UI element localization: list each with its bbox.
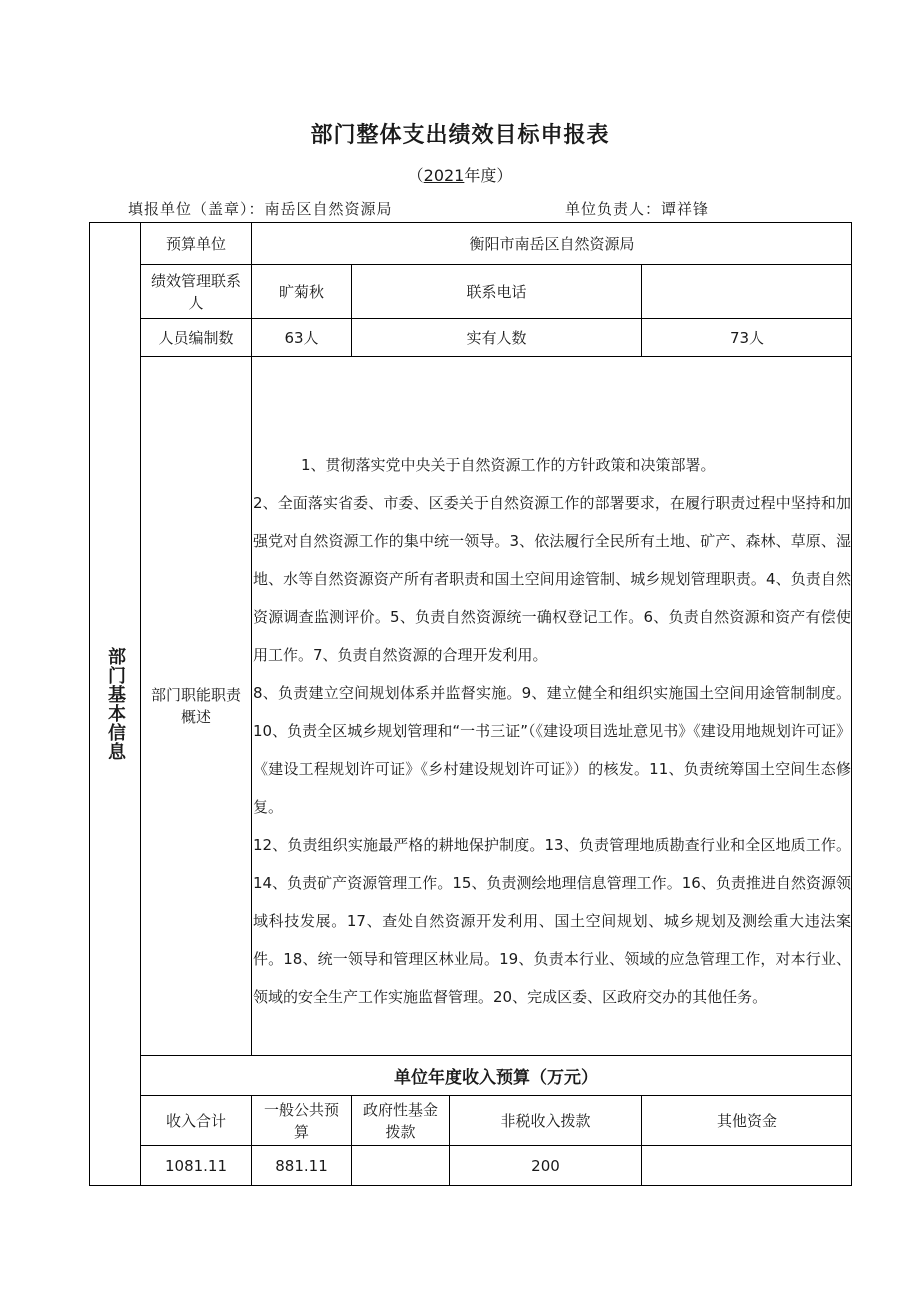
contact-value: 旷菊秋	[278, 282, 324, 301]
duty-paragraph: 12、负责组织实施最严格的耕地保护制度。13、负责管理地质勘查行业和全区地质工作。14、负责矿产资源管理工作。15、负责测绘地理信息管理工作。16、负责推进自然资源领域科技发展。17、查处自然资源开发利用、国土空间规划、城乡规划及测绘重大违法案件。18、统一领导和管理区林业局。19、负责本行业、领域的应急管理工作，对本行业、领域的安全生产工作实施监督管理。20、完成区委、区政府交办的其他任务。	[253, 836, 851, 1006]
contact-label: 绩效管理联系人	[150, 271, 241, 312]
duties-label: 部门职能职责概述	[150, 686, 241, 726]
form-title: 部门整体支出绩效目标申报表	[310, 123, 610, 148]
income-value: 200	[531, 1156, 560, 1175]
duty-paragraph: 8、负责建立空间规划体系并监督实施。9、建立健全和组织实施国土空间用途管制制度。10、负责全区城乡规划管理和“一书三证”（《建设项目选址意见书》《建设用地规划许可证》《建设工程规划许可证》《乡村建设规划许可证》）的核发。11、负责统筹国土空间生态修复。	[253, 684, 851, 816]
income-value	[352, 1146, 449, 1185]
phone-label: 联系电话	[466, 282, 527, 301]
side-label: 部门基本信息	[105, 647, 126, 761]
budget-unit-label: 预算单位	[165, 234, 226, 253]
income-value: 881.11	[275, 1156, 328, 1175]
duty-paragraph: 1、贯彻落实党中央关于自然资源工作的方针政策和决策部署。	[301, 456, 716, 474]
actual-staff-label: 实有人数	[466, 328, 527, 347]
income-heading: 单位年度收入预算（万元）	[394, 1067, 598, 1088]
unit-leader: 单位负责人：谭祥锋	[565, 200, 710, 218]
income-header: 非税收入拨款	[500, 1111, 591, 1130]
duty-paragraph: 2、全面落实省委、市委、区委关于自然资源工作的部署要求，在履行职责过程中坚持和加强党对自然资源工作的集中统一领导。3、依法履行全民所有土地、矿产、森林、草原、湿地、水等自然资源资产所有者职责和国土空间用途管制、城乡规划管理职责。4、负责自然资源调查监测评价。5、负责自然资源统一确权登记工作。6、负责自然资源和资产有偿使用工作。7、负责自然资源的合理开发利用。	[253, 494, 851, 664]
staff-quota-label: 人员编制数	[158, 328, 234, 347]
income-header: 收入合计	[165, 1111, 226, 1130]
form-year: （2021年度）	[407, 166, 513, 185]
budget-unit-value: 衡阳市南岳区自然资源局	[469, 234, 635, 253]
income-header: 一般公共预算	[263, 1100, 339, 1141]
income-header: 政府性基金拨款	[362, 1100, 438, 1141]
staff-quota-value: 63人	[284, 328, 319, 347]
duties-text	[253, 446, 851, 1016]
phone-value	[642, 265, 852, 318]
income-value	[642, 1146, 852, 1185]
actual-staff-value: 73人	[729, 328, 765, 347]
year-value: 2021	[423, 166, 465, 185]
income-value: 1081.11	[164, 1156, 228, 1175]
income-header: 其他资金	[716, 1111, 777, 1130]
filling-unit: 填报单位（盖章）：南岳区自然资源局	[128, 200, 393, 218]
